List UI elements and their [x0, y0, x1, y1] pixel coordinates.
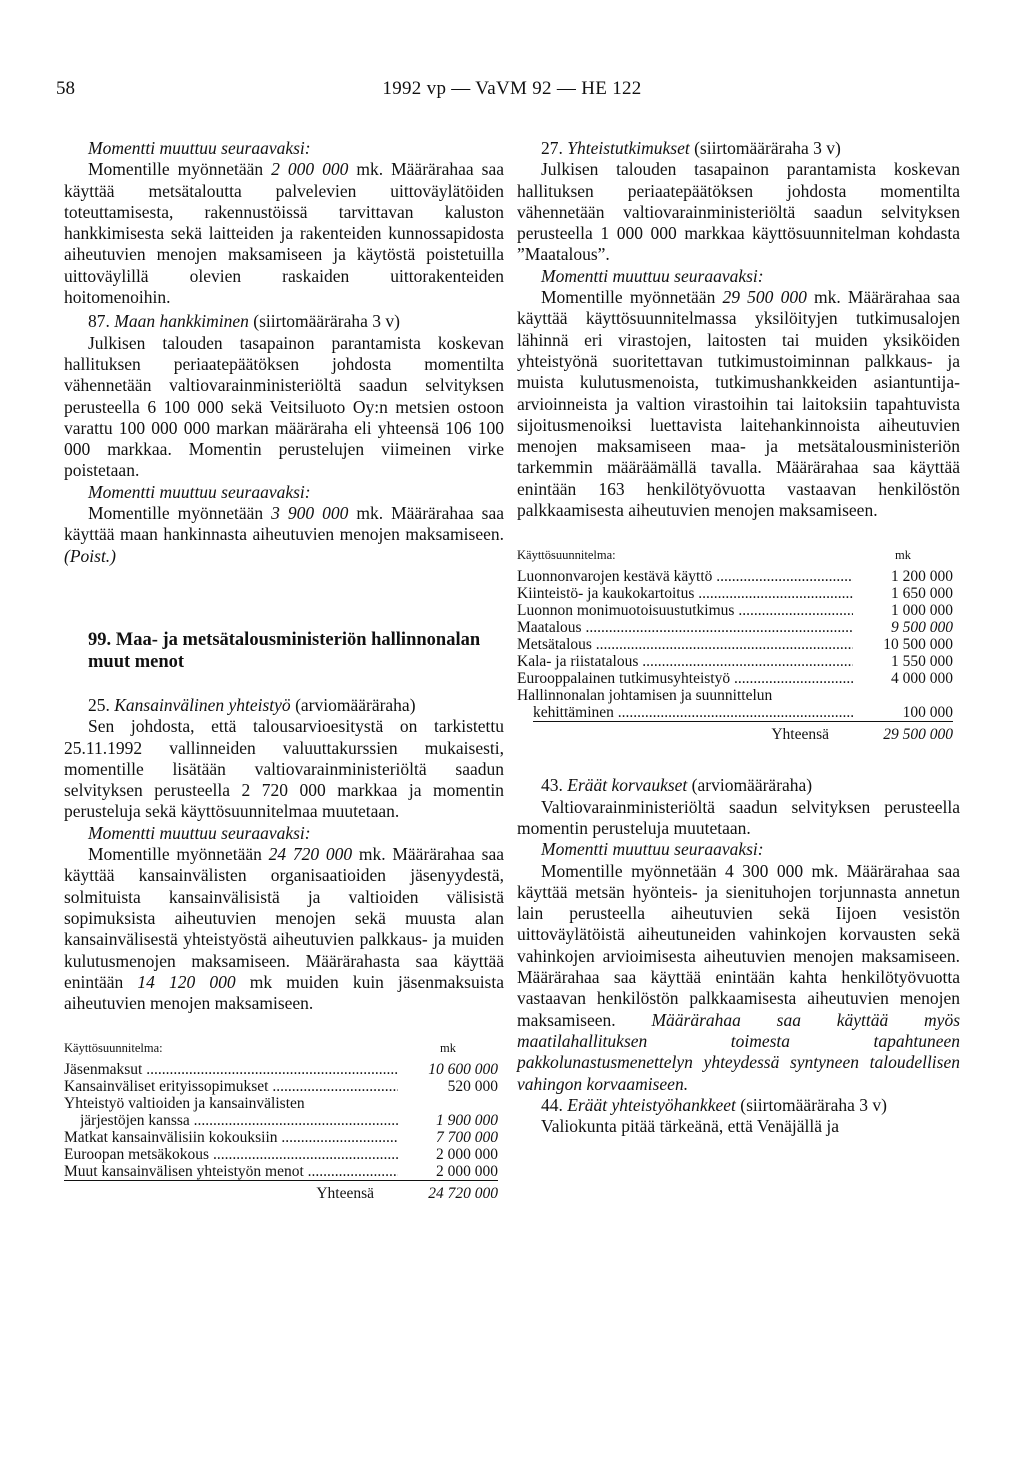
table-row: Jäsenmaksut ..... 10 600 000 — [64, 1061, 498, 1078]
main-section-title: 99. Maa- ja metsätalousministeriön hallinnonalan muut menot — [88, 629, 481, 672]
paragraph: Momentille myönnetään 29 500 000 mk. Määrärahaa saa käyttää käyttösuunnitelmassa yksilöityjen tutkimusalojen lähinnä eri virastojen, laitosten tai muiden yksiköiden yhteistyönä suoritettavan tutkimustoiminnan palkkaus- ja muista kulutusmenoista, tutkimushankkeiden asiantuntija-arvioinneista ja valtion virastoihin tai laitoksiin tapahtuvista sijoitusmenoiksi luettavista laitehankinnoista aiheutuvien menojen maksamiseen maa- ja metsätalousministeriön tarkemmin määräämällä tavalla. Määrärahaa saa käyttää enintään 163 henkilötyövuotta vastaavan henkilöstön palkkaamisesta aiheutuvien menojen maksamiseen. — [517, 287, 961, 521]
amendment-label: Momentti muuttuu seuraavaksi: — [88, 138, 311, 158]
table-total: Yhteensä 29 500 000 — [771, 726, 953, 744]
table-row: Matkat kansainvälisiin kokouksiin ..... 7 700 000 — [64, 1129, 498, 1146]
left-column — [64, 138, 504, 1202]
running-header: 1992 vp — VaVM 92 — HE 122 — [382, 78, 642, 99]
page-number: 58 — [56, 78, 75, 99]
section-87-heading: 87. Maan hankkiminen (siirtomääräraha 3 v) — [88, 311, 400, 332]
amendment-label: Momentti muuttuu seuraavaksi: — [541, 839, 764, 860]
paragraph: Momentille myönnetään 24 720 000 mk. Määrärahaa saa käyttää kansainvälisten organisaatioiden jäsenyydestä, solmituista kansainvälisistä ja valtioiden välisistä sopimuksista aiheutuvien menojen sekä muusta alan kansainvälisestä yhteistyöstä aiheutuvien palkkaus- ja muiden kulutusmenojen maksamiseen. Määrärahasta saa käyttää enintään 14 120 000 mk muiden kuin jäsenmaksuista aiheutuvien menojen maksamiseen. — [64, 844, 505, 1014]
section-43-body: Valtiovarainministeriöltä saadun selvityksen perusteella momentin perusteluja muutetaan. — [517, 796, 960, 838]
table-row: Eurooppalainen tutkimusyhteistyö ..... 4 000 000 — [517, 670, 953, 687]
table-row: Maatalous ..... 9 500 000 — [517, 619, 953, 636]
section-44-body: Valiokunta pitää tärkeänä, että Venäjällä ja — [541, 1116, 840, 1137]
amendment-label: Momentti muuttuu seuraavaksi: — [541, 265, 764, 286]
table-total: Yhteensä 24 720 000 — [316, 1185, 498, 1203]
table-row: kehittäminen ..... 100 000 — [517, 704, 953, 722]
paragraph: Momentille myönnetään 4 300 000 mk. Määrärahaa saa käyttää metsän hyönteis- ja sienituhojen torjunnasta annetun lain perusteella aiheutuvien sekä Iijoen vesistön uittoväylätöistä aiheutuneiden vahinkojen korvausten sekä vahinkojen arvioimisesta aiheutuvien menojen maksamiseen. Määrärahaa saa käyttää enintään kahta henkilötyövuotta vastaavan henkilöstön palkkaamisesta aiheutuvien menojen maksamiseen. Määrärahaa saa käyttää myös maatilahallituksen toimesta tapahtuneen pakkolunastusmenettelyn yhteydessä syntyneen taloudellisen vahingon korvaamiseen. — [517, 860, 961, 1094]
table-row: Muut kansainvälisen yhteistyön menot ..... 2 000 000 — [64, 1163, 498, 1181]
amendment-label: Momentti muuttuu seuraavaksi: — [88, 481, 311, 502]
section-27-heading: 27. Yhteistutkimukset (siirtomääräraha 3 v) — [541, 138, 841, 158]
budget-label: Käyttösuunnitelma: — [517, 548, 616, 563]
table-row: Euroopan metsäkokous ..... 2 000 000 — [64, 1146, 498, 1163]
right-column — [517, 138, 960, 1137]
section-25-heading: 25. Kansainvälinen yhteistyö (arviomääräraha) — [88, 694, 416, 715]
table-row: Luonnon monimuotoisuustutkimus ..... 1 000 000 — [517, 602, 953, 619]
table-row: Kala- ja riistatalous ..... 1 550 000 — [517, 653, 953, 670]
section-25-body: Sen johdosta, että talousarvioesitystä on tarkistettu 25.11.1992 vallinneiden valuuttakurssien mukaisesti, momentille lisätään valtiovarainministeriöltä saadun selvityksen perusteella 2 720 000 markkaa ja momentin perusteluja sekä käyttösuunnitelmaa muutetaan. — [64, 716, 504, 822]
section-43-heading: 43. Eräät korvaukset (arviomääräraha) — [541, 775, 813, 796]
budget-table-left — [64, 1040, 498, 1202]
amendment-label: Momentti muuttuu seuraavaksi: — [88, 822, 311, 843]
paragraph: Momentille myönnetään 2 000 000 mk. Määrärahaa saa käyttää metsätaloutta palvelevien uittoväylätöiden toteuttamisesta, rakennustöissä tarvittavan kaluston hankkimisesta sekä laitteiden ja rakenteiden kunnossapidosta aiheutuvien menojen maksamiseen ja käytöstä poistetuilla uittoväylillä olevien raskaiden uittorakenteiden hoitomenoihin. — [64, 159, 505, 308]
table-row: Kiinteistö- ja kaukokartoitus ..... 1 650 000 — [517, 585, 953, 602]
table-row-label-line: Yhteistyö valtioiden ja kansainvälisten — [64, 1095, 305, 1113]
section-44-heading: 44. Eräät yhteistyöhankkeet (siirtomääräraha 3 v) — [541, 1094, 887, 1115]
unit-label: mk — [440, 1041, 456, 1056]
table-row: Luonnonvarojen kestävä käyttö ..... 1 200 000 — [517, 568, 953, 585]
section-27-body: Julkisen talouden tasapainon parantamista koskevan hallituksen periaatepäätöksen johdosta momentilta vähennetään valtiovarainministeriöltä saadun selvityksen perusteella 1 000 000 markkaa käyttösuunnitelman kohdasta ”Maatalous”. — [517, 159, 960, 265]
table-row: Metsätalous ..... 10 500 000 — [517, 636, 953, 653]
paragraph: Momentille myönnetään 3 900 000 mk. Määrärahaa saa käyttää maan hankinnasta aiheutuvien menojen maksamiseen. (Poist.) — [64, 503, 505, 566]
table-row: järjestöjen kanssa ..... 1 900 000 — [64, 1112, 498, 1129]
budget-label: Käyttösuunnitelma: — [64, 1041, 163, 1056]
budget-table-right — [517, 547, 953, 743]
unit-label: mk — [895, 548, 911, 563]
table-row: Kansainväliset erityissopimukset ..... 520 000 — [64, 1078, 498, 1095]
table-row-label-line: Hallinnonalan johtamisen ja suunnittelun — [517, 687, 773, 705]
section-87-body: Julkisen talouden tasapainon parantamista koskevan hallituksen periaatepäätöksen johdosta momentilta vähennetään valtiovarainministeriöltä saadun selvityksen perusteella 6 100 000 sekä Veitsiluoto Oy:n metsien ostoon varattu 100 000 000 markan määräraha eli yhteensä 106 100 000 markkaa. Momentin perustelujen viimeinen virke poistetaan. — [64, 332, 504, 481]
